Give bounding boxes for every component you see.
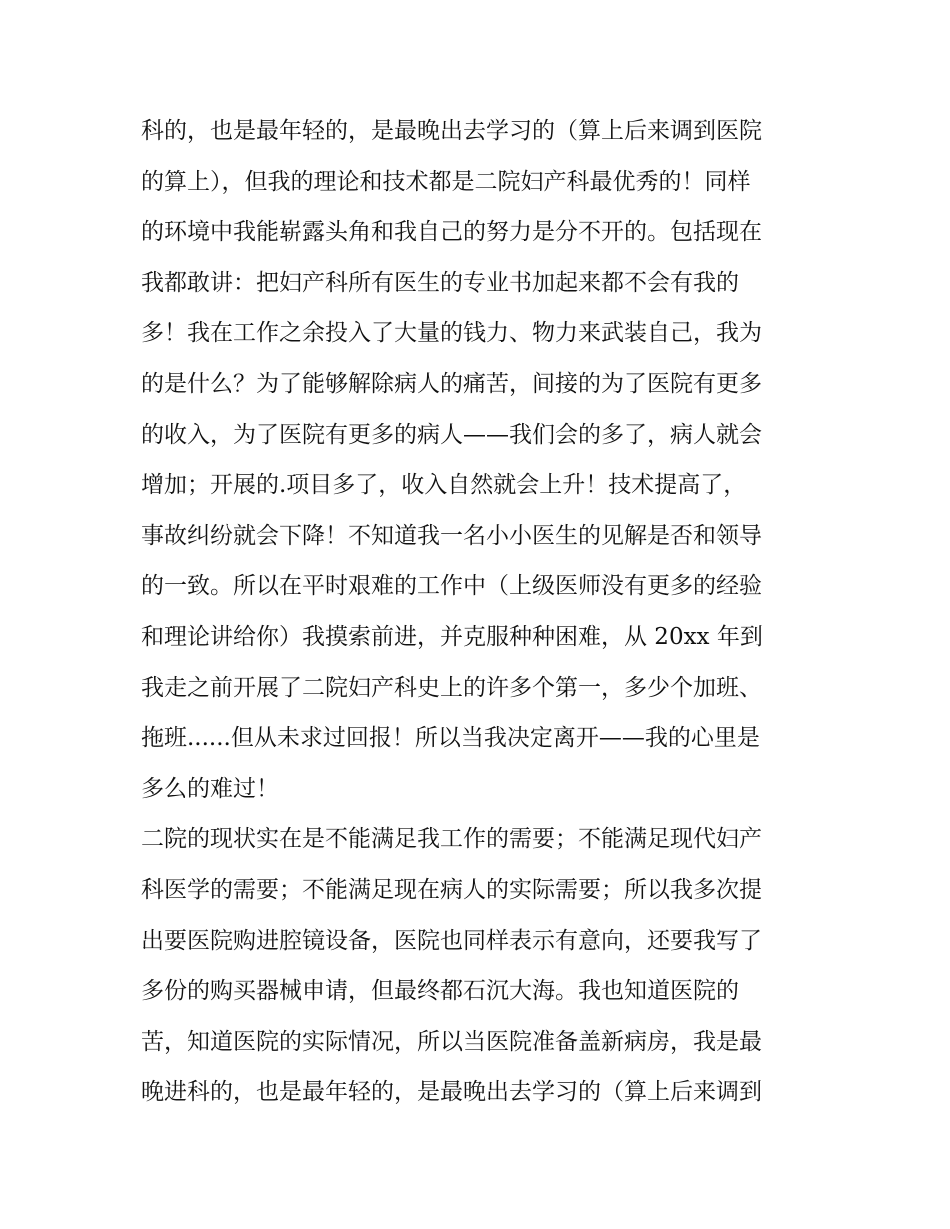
text-line: 事故纠纷就会下降！不知道我一名小小医生的见解是否和领导 (141, 522, 762, 549)
text-line: 出要医院购进腔镜设备，医院也同样表示有意向，还要我写了 (141, 927, 762, 954)
text-line: 科医学的需要；不能满足现在病人的实际需要；所以我多次提 (141, 876, 762, 903)
text-line: 增加；开展的.项目多了，收入自然就会上升！技术提高了， (141, 472, 747, 499)
text-line: 科的，也是最年轻的，是最晚出去学习的（算上后来调到医院 (141, 118, 762, 144)
text-line: 的算上），但我的理论和技术都是二院妇产科最优秀的！同样 (141, 168, 751, 195)
text-line: 的环境中我能崭露头角和我自己的努力是分不开的。包括现在 (141, 219, 762, 246)
text-line: 和理论讲给你）我摸索前进，并克服种种困难，从 20xx 年到 (141, 623, 763, 650)
text-line: 二院的现状实在是不能满足我工作的需要；不能满足现代妇产 (141, 826, 762, 853)
text-line: 多！我在工作之余投入了大量的钱力、物力来武装自己，我为 (141, 320, 762, 347)
text-line: 苦，知道医院的实际情况，所以当医院准备盖新病房，我是最 (141, 1028, 762, 1055)
body-text (141, 106, 821, 1118)
text-line: 多份的购买器械申请，但最终都石沉大海。我也知道医院的 (141, 978, 739, 1005)
text-line: 晚进科的，也是最年轻的，是最晚出去学习的（算上后来调到 (141, 1079, 762, 1106)
text-line: 多么的难过！ (141, 775, 279, 802)
text-line: 我都敢讲：把妇产科所有医生的专业书加起来都不会有我的 (141, 269, 739, 296)
text-line: 的是什么？为了能够解除病人的痛苦，间接的为了医院有更多 (141, 370, 762, 397)
text-line: 拖班......但从未求过回报！所以当我决定离开——我的心里是 (141, 725, 760, 752)
text-line: 的一致。所以在平时艰难的工作中（上级医师没有更多的经验 (141, 573, 762, 600)
text-line: 的收入，为了医院有更多的病人——我们会的多了，病人就会 (141, 421, 762, 448)
text-line: 我走之前开展了二院妇产科史上的许多个第一，多少个加班、 (141, 674, 762, 701)
